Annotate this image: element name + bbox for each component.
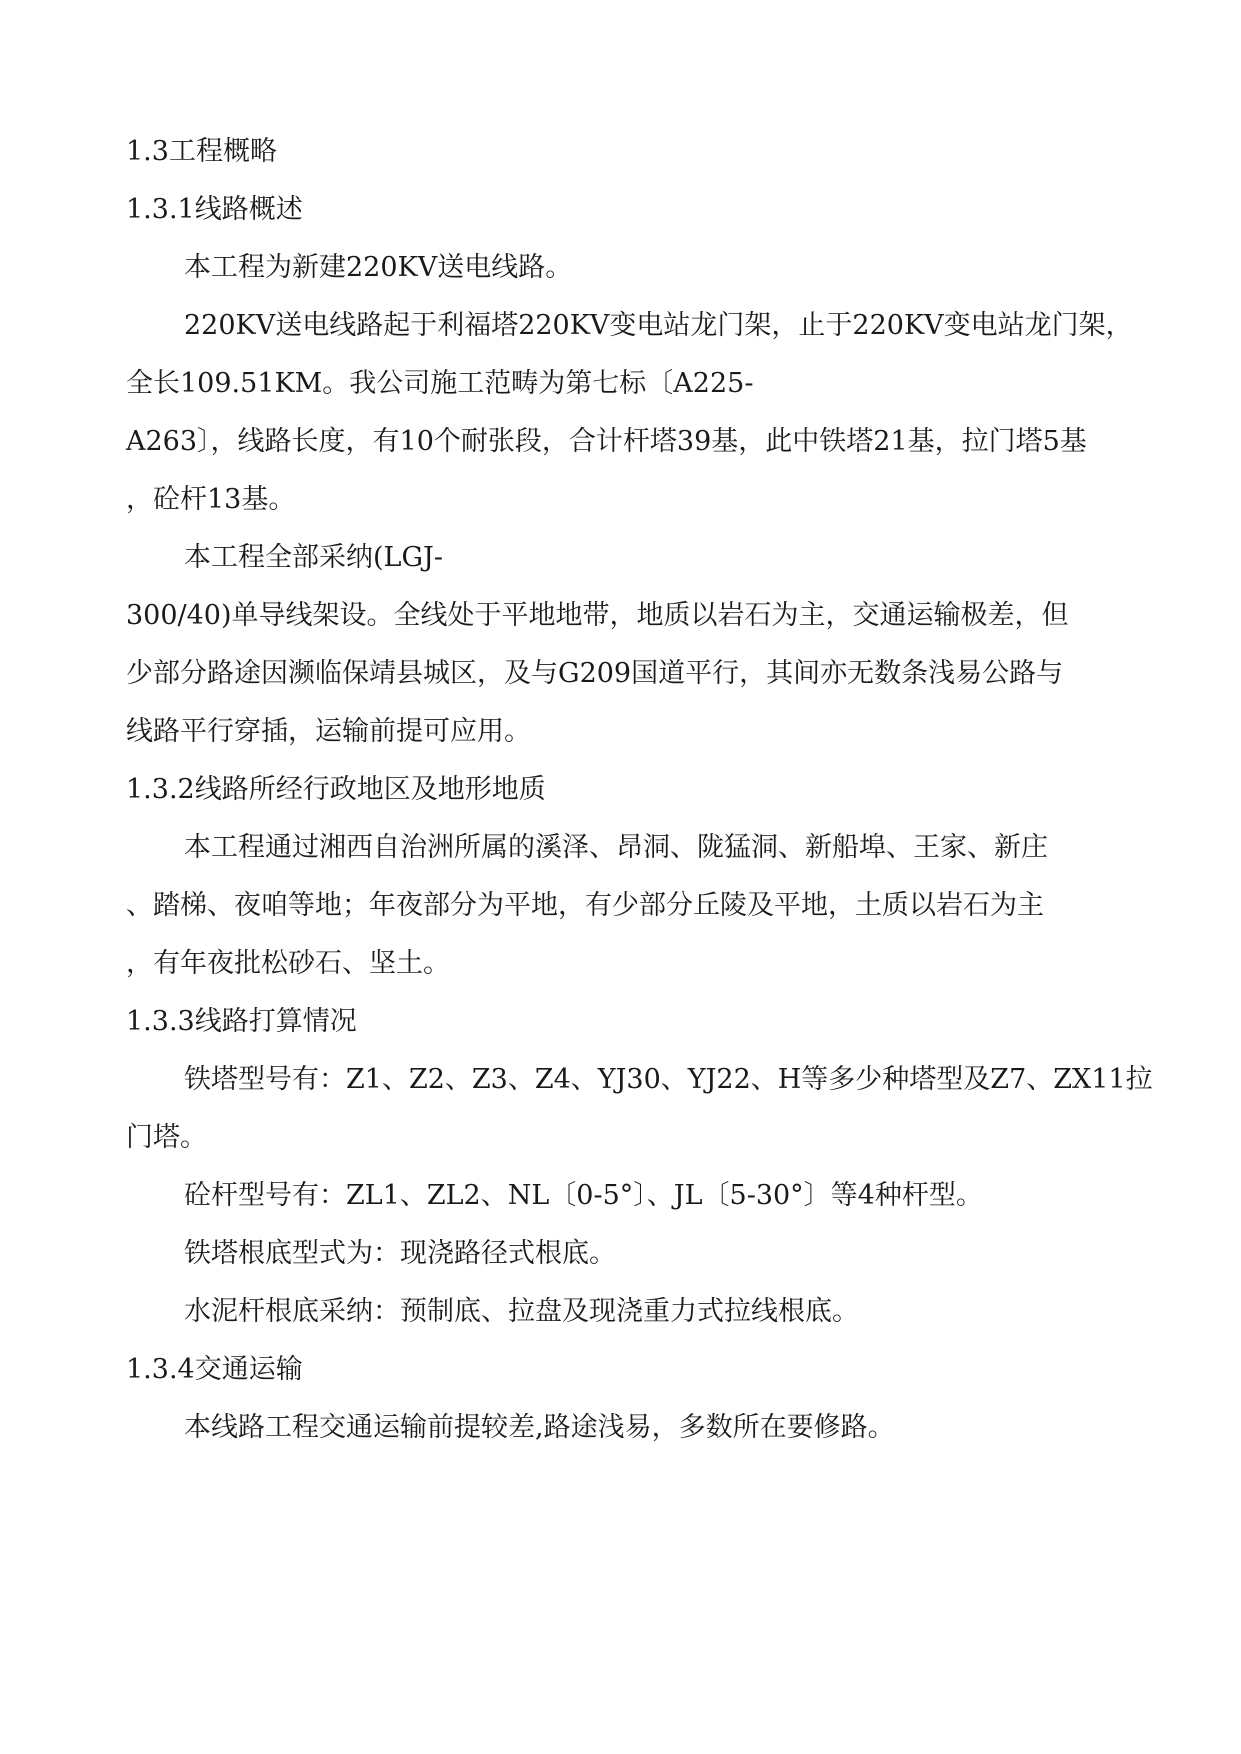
paragraph-line: 、踏梯、夜咱等地；年夜部分为平地，有少部分丘陵及平地，土质以岩石为主 [126, 890, 1044, 921]
paragraph-line: 220KV送电线路起于利福塔220KV变电站龙门架，止于220KV变电站龙门架， [184, 310, 1133, 341]
paragraph-line: 本工程全部采纳(LGJ- [184, 542, 443, 573]
paragraph-line: 线路平行穿插，运输前提可应用。 [126, 716, 531, 747]
paragraph-line: 砼杆型号有：ZL1、ZL2、NL〔0-5°〕、JL〔5-30°〕等4种杆型。 [184, 1180, 983, 1211]
heading-1-3-2: 1.3.2线路所经行政地区及地形地质 [126, 774, 546, 805]
paragraph-line: 少部分路途因濒临保靖县城区，及与G209国道平行，其间亦无数条浅易公路与 [126, 658, 1064, 689]
heading-1-3-3: 1.3.3线路打算情况 [126, 1006, 357, 1037]
paragraph-line: ，有年夜批松砂石、坚土。 [126, 948, 450, 979]
paragraph-line: 本工程为新建220KV送电线路。 [184, 252, 573, 283]
paragraph-line: 铁塔型号有：Z1、Z2、Z3、Z4、YJ30、YJ22、H等多少种塔型及Z7、ZX11拉 [184, 1064, 1153, 1095]
paragraph-line: 本工程通过湘西自治洲所属的溪泽、昂洞、陇猛洞、新船埠、王家、新庄 [184, 832, 1048, 863]
heading-1-3: 1.3工程概略 [126, 136, 277, 167]
paragraph-line: 全长109.51KM。我公司施工范畴为第七标〔A225- [126, 368, 754, 399]
heading-1-3-1: 1.3.1线路概述 [126, 194, 303, 225]
paragraph-line: 本线路工程交通运输前提较差,路途浅易，多数所在要修路。 [184, 1412, 895, 1443]
paragraph-line: 铁塔根底型式为：现浇路径式根底。 [184, 1238, 616, 1269]
paragraph-line: 水泥杆根底采纳：预制底、拉盘及现浇重力式拉线根底。 [184, 1296, 859, 1327]
paragraph-line: A263〕，线路长度，有10个耐张段，合计杆塔39基，此中铁塔21基，拉门塔5基 [126, 426, 1087, 457]
paragraph-line: 门塔。 [126, 1122, 207, 1153]
heading-1-3-4: 1.3.4交通运输 [126, 1354, 303, 1385]
paragraph-line: ，砼杆13基。 [126, 484, 296, 515]
paragraph-line: 300/40)单导线架设。全线处于平地地带，地质以岩石为主，交通运输极差，但 [126, 600, 1069, 631]
